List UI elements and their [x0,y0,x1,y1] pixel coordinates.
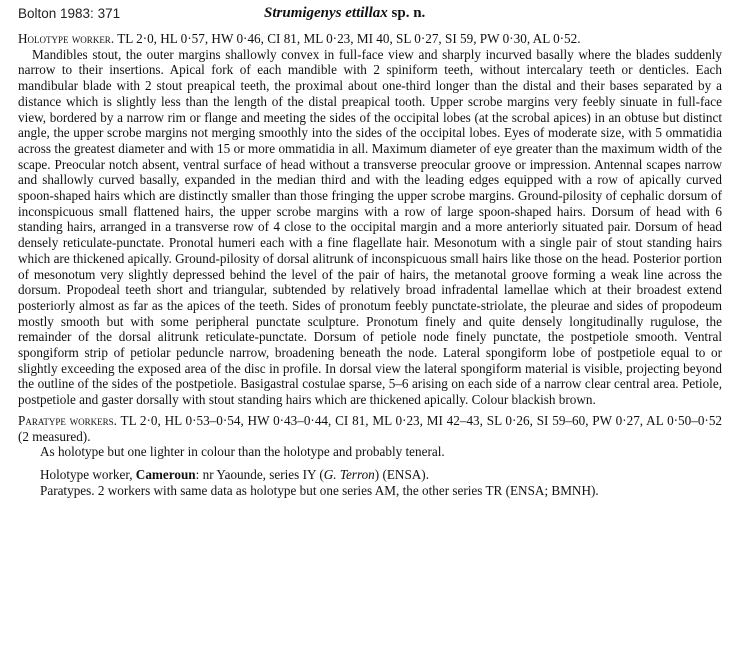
paratype-heading: Paratype workers. [18,412,117,428]
holotype-description: Mandibles stout, the outer margins shallowly convex in full-face view and sharply incurved basally where the blades suddenly narrow to their insertions. Apical fork of each mandible with 2 spiniform teeth, without intercalary teeth or denticles. Each mandibular blade with 2 stout preapical teeth, the proximal about one-third longer than the distal and their bases separated by a distance which is slightly less than the length of the distal preapical tooth. Upper scrobe margins very feebly sinuate in full-face view, bordered by a narrow rim or flange and meeting the sides of the occipital lobes (at the scrobal apices) in an obtuse but distinct angle, the upper scrobe margins not merging smoothly into the sides of the occipital lobes. Eyes of moderate size, with 5 ommatidia across the greatest diameter and with 15 or more ommatidia in all. Maximum diameter of eye greater than the maximum width of the scape. Preocular notch absent, ventral surface of head without a transverse preocular groove or impression. Antennal scapes narrow and shallowly curved basally, expanded in the median third and with the leading edges equipped with a row of apically curved spoon-shaped hairs which are distinctly smaller than those fringing the upper scrobe margins. Ground-pilosity of cephalic dorsum of inconspicuous small flattened hairs, the upper scrobe margins with a row of large spoon-shaped hairs. Dorsum of head with 6 standing hairs, arranged in a transverse row of 4 close to the occipital margin and a more anteriorly situated pair. Dorsum of head densely reticulate-punctate. Pronotal humeri each with a fine flagellate hair. Mesonotum with a single pair of stout standing hairs which are thickened apically. Ground-pilosity of dorsal alitrunk of inconspicuous small hairs like those on the head. Posterior portion of mesonotum very slightly depressed behind the level of the pair of hairs, the metanotal groove forming a weak line across the dorsum. Propodeal teeth short and triangular, subtended by relatively broad infradental lamellae which at their broadest extend posteriorly almost as far as the apices of the teeth. Sides of pronotum feebly punctate-striolate, the pleurae and sides of propodeum mostly smooth but with some peripheral punctate sculpture. Pronotum finely and quite densely longitudinally rugulose, the remainder of the dorsal alitrunk reticulate-punctate. Dorsum of petiole node finely punctate, the postpetiole smooth. Ventral spongiform strip of petiolar peduncle narrow, broadening beneath the node. Lateral spongiform lobe of postpetiole equal to or slightly exceeding the exposed area of the disc in profile. In dorsal view the lateral spongiform material is visible, projecting beyond the outline of the sides of the postpetiole. Basigastral costulae sparse, 5–6 arising on each side of a narrow clear central area. Petiole, postpetiole and gaster dorsally with stout standing hairs which are thickened apically. Colour blackish brown. [18,46,722,408]
citation-source: Bolton 1983: 371 [18,6,121,21]
paratype-measurements: TL 2·0, HL 0·53–0·54, HW 0·43–0·44, CI 81, ML 0·23, MI 42–43, SL 0·26, SI 59–60, PW 0·27, AL 0·50–0·52 (2 measured). [18,412,723,444]
paratype-material: Paratypes. 2 workers with same data as holotype but one series AM, the other series TR (ENSA; BMNH). [40,482,599,498]
species-name: Strumigenys ettillax [264,5,388,21]
paratype-note: As holotype but one lighter in colour than the holotype and probably teneral. [40,444,445,460]
holotype-material [18,467,722,483]
holotype-material-prefix: Holotype worker, [40,466,133,482]
species-suffix: sp. n. [391,5,426,21]
paratype-paragraph [18,413,722,444]
holotype-measurements: TL 2·0, HL 0·57, HW 0·46, CI 81, ML 0·23, MI 40, SL 0·27, SI 59, PW 0·30, AL 0·52. [117,31,581,46]
holotype-locality: : nr Yaounde, series IY ( [195,466,324,482]
holotype-paragraph [18,31,722,408]
holotype-heading: Holotype worker. [18,31,115,46]
holotype-depository: ) (ENSA). [374,466,429,482]
holotype-collector: G. Terron [323,466,375,482]
species-title [264,5,425,22]
header [18,6,722,26]
holotype-country: Cameroun [135,466,196,482]
